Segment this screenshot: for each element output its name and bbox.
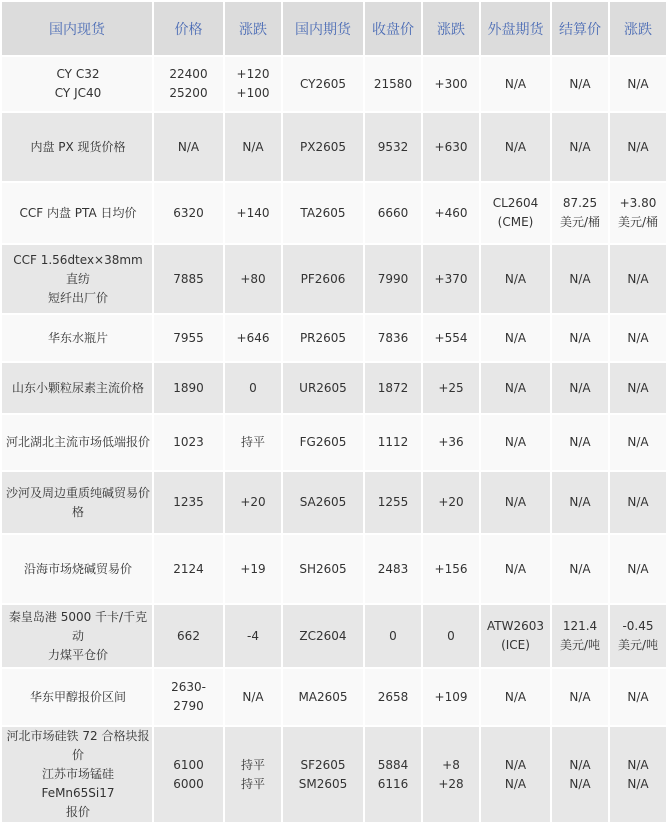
cell-external-contract-line: ATW2603 <box>486 619 544 633</box>
cell-external-contract-line: N/A <box>504 561 527 576</box>
header-external-change: 涨跌 <box>610 2 666 55</box>
cell-external-contract <box>481 472 550 533</box>
cell-spot-line: 秦皇岛港 5000 千卡/千克动 <box>8 609 148 643</box>
cell-contract <box>283 415 363 470</box>
cell-price-line: 6320 <box>173 205 204 220</box>
cell-spot-change-line: 持平 <box>240 435 265 449</box>
cell-settle-line: N/A <box>569 435 591 449</box>
cell-close-line: 1255 <box>377 495 409 509</box>
cell-close <box>365 183 421 243</box>
cell-spot-line: CCF 内盘 PTA 日均价 <box>19 205 137 220</box>
cell-external-change-line: N/A <box>627 495 649 509</box>
cell-external-change <box>610 57 666 111</box>
cell-close-line: 21580 <box>373 76 413 91</box>
cell-price-line: 2124 <box>173 561 204 576</box>
cell-close <box>365 669 421 725</box>
cell-external-contract-line: N/A <box>504 76 527 91</box>
cell-external-change <box>610 315 666 361</box>
cell-spot <box>2 363 152 413</box>
cell-spot-change <box>225 727 281 822</box>
cell-settle-line: N/A <box>569 271 591 286</box>
cell-price <box>154 113 223 181</box>
cell-close-line: 2658 <box>377 689 409 704</box>
table-row <box>2 535 666 603</box>
cell-external-change <box>610 245 666 313</box>
cell-contract-line: FG2605 <box>299 435 347 449</box>
cell-external-change-line: N/A <box>627 330 649 345</box>
cell-contract <box>283 363 363 413</box>
cell-external-change <box>610 472 666 533</box>
cell-spot-line: 沿海市场烧碱贸易价 <box>23 561 132 576</box>
cell-spot-change <box>225 605 281 667</box>
cell-external-change <box>610 183 666 243</box>
cell-spot-change-line: +20 <box>240 495 266 509</box>
cell-futures-change <box>423 669 479 725</box>
cell-close <box>365 415 421 470</box>
cell-external-change <box>610 727 666 822</box>
cell-external-contract-line: N/A <box>504 271 527 286</box>
cell-futures-change <box>423 245 479 313</box>
cell-contract <box>283 472 363 533</box>
cell-futures-change <box>423 472 479 533</box>
cell-external-contract-line: N/A <box>504 435 527 449</box>
cell-price-line: 22400 <box>169 67 208 81</box>
cell-spot-change-line: -4 <box>247 628 259 643</box>
cell-settle <box>552 113 608 181</box>
cell-price-line: N/A <box>177 139 200 154</box>
header-external-futures: 外盘期货 <box>481 2 550 55</box>
cell-close-line: 6660 <box>377 205 409 220</box>
cell-spot-change <box>225 245 281 313</box>
cell-spot-line: 河北市场硅铁 72 合格块报价 <box>6 729 150 762</box>
cell-spot <box>2 727 152 822</box>
cell-external-contract <box>481 57 550 111</box>
cell-settle <box>552 315 608 361</box>
cell-futures-change <box>423 535 479 603</box>
cell-settle-line: N/A <box>569 689 591 704</box>
cell-contract <box>283 727 363 822</box>
table-row <box>2 363 666 413</box>
cell-external-change-line: N/A <box>627 76 649 91</box>
cell-external-contract <box>481 363 550 413</box>
cell-futures-change <box>423 415 479 470</box>
cell-external-change-line: N/A <box>627 757 649 772</box>
cell-contract <box>283 113 363 181</box>
cell-futures-change-line: +370 <box>434 271 468 286</box>
cell-external-change-line: N/A <box>627 561 649 576</box>
cell-external-contract-line: N/A <box>504 380 527 395</box>
cell-futures-change <box>423 113 479 181</box>
cell-price-line: 25200 <box>169 86 208 100</box>
cell-futures-change-line: +28 <box>438 776 464 791</box>
cell-settle-line: N/A <box>569 139 591 154</box>
cell-settle <box>552 605 608 667</box>
cell-close-line: 2483 <box>377 561 409 576</box>
cell-spot <box>2 315 152 361</box>
cell-external-change-line: N/A <box>627 139 649 154</box>
cell-external-contract-line: N/A <box>504 776 527 791</box>
cell-spot-line: 河北湖北主流市场低端报价 <box>6 435 151 449</box>
header-price: 价格 <box>154 2 223 55</box>
cell-spot-line: 内盘 PX 现货价格 <box>30 139 126 154</box>
cell-settle <box>552 57 608 111</box>
cell-settle-line: N/A <box>569 330 591 345</box>
cell-spot-change-line: +80 <box>240 271 266 286</box>
cell-external-change <box>610 415 666 470</box>
cell-price-line: 7955 <box>173 330 204 345</box>
cell-external-change-line: N/A <box>627 689 649 704</box>
cell-settle-line: N/A <box>569 757 591 772</box>
cell-price <box>154 727 223 822</box>
cell-price-line: 6000 <box>173 776 204 791</box>
cell-futures-change <box>423 605 479 667</box>
table-row <box>2 415 666 470</box>
cell-contract <box>283 605 363 667</box>
cell-close-line: 1112 <box>377 435 409 449</box>
cell-contract-line: TA2605 <box>300 205 346 220</box>
cell-external-change-line: N/A <box>627 380 649 395</box>
cell-external-contract <box>481 183 550 243</box>
cell-external-contract-line: N/A <box>504 139 527 154</box>
cell-price <box>154 472 223 533</box>
cell-settle <box>552 535 608 603</box>
cell-settle <box>552 669 608 725</box>
cell-external-contract-line: N/A <box>504 689 527 704</box>
header-spot-change: 涨跌 <box>225 2 281 55</box>
table-row <box>2 183 666 243</box>
cell-spot-line: 力煤平仓价 <box>47 647 108 662</box>
cell-external-contract <box>481 727 550 822</box>
cell-spot <box>2 472 152 533</box>
cell-spot-change-line: 持平 <box>240 757 265 772</box>
cell-external-change-line: -0.45 <box>622 619 654 633</box>
cell-spot-change <box>225 315 281 361</box>
cell-contract-line: UR2605 <box>299 380 347 395</box>
cell-close-line: 7990 <box>377 271 409 286</box>
cell-spot <box>2 113 152 181</box>
cell-spot-line: CY JC40 <box>54 86 102 100</box>
cell-spot <box>2 669 152 725</box>
cell-contract <box>283 245 363 313</box>
cell-contract-line: CY2605 <box>299 76 347 91</box>
cell-futures-change-line: +8 <box>442 757 460 772</box>
cell-spot <box>2 183 152 243</box>
cell-futures-change-line: +460 <box>434 205 468 220</box>
cell-close <box>365 605 421 667</box>
cell-spot-line: 山东小颗粒尿素主流价格 <box>11 380 144 395</box>
cell-settle <box>552 363 608 413</box>
cell-close-line: 1872 <box>377 380 409 395</box>
cell-external-change <box>610 669 666 725</box>
cell-price <box>154 605 223 667</box>
cell-spot-line: CY C32 <box>56 67 100 81</box>
cell-external-contract <box>481 605 550 667</box>
cell-external-change-line: +3.80 <box>619 196 657 210</box>
cell-spot-line: 沙河及周边重质纯碱贸易价格 <box>6 485 151 519</box>
table-row <box>2 605 666 667</box>
cell-close <box>365 113 421 181</box>
table-row <box>2 57 666 111</box>
table-row <box>2 315 666 361</box>
cell-spot <box>2 605 152 667</box>
cell-external-contract <box>481 415 550 470</box>
table-row <box>2 113 666 181</box>
cell-futures-change-line: +630 <box>434 139 468 154</box>
cell-price <box>154 535 223 603</box>
cell-price-line: 2630-2790 <box>171 680 206 713</box>
cell-external-contract <box>481 245 550 313</box>
cell-price <box>154 245 223 313</box>
cell-external-contract <box>481 113 550 181</box>
cell-price <box>154 315 223 361</box>
cell-external-change <box>610 605 666 667</box>
cell-futures-change-line: +300 <box>434 76 468 91</box>
cell-contract <box>283 315 363 361</box>
cell-spot-change-line: +646 <box>236 330 270 345</box>
cell-external-change-line: 美元/吨 <box>617 638 659 652</box>
cell-futures-change <box>423 57 479 111</box>
cell-spot <box>2 535 152 603</box>
cell-external-contract <box>481 669 550 725</box>
cell-settle <box>552 183 608 243</box>
cell-price-line: 7885 <box>173 271 204 286</box>
cell-close <box>365 727 421 822</box>
cell-external-contract-line: CL2604 <box>492 196 539 210</box>
cell-spot-change-line: +120 <box>236 67 270 81</box>
cell-settle <box>552 415 608 470</box>
cell-external-change <box>610 535 666 603</box>
cell-settle <box>552 472 608 533</box>
cell-close <box>365 245 421 313</box>
cell-spot-change-line: N/A <box>242 139 264 154</box>
cell-close-line: 5884 <box>377 757 409 772</box>
cell-settle-line: N/A <box>569 380 591 395</box>
cell-close <box>365 363 421 413</box>
cell-futures-change-line: +25 <box>438 380 464 395</box>
cell-price-line: 1890 <box>173 380 204 395</box>
cell-external-contract <box>481 535 550 603</box>
cell-close-line: 0 <box>389 628 397 643</box>
cell-spot-change-line: +140 <box>236 205 270 220</box>
table-row <box>2 245 666 313</box>
table-row <box>2 727 666 822</box>
cell-spot-line: 报价 <box>65 805 90 819</box>
cell-spot-change <box>225 183 281 243</box>
cell-contract-line: PR2605 <box>299 330 347 345</box>
cell-spot-line: 华东水瓶片 <box>47 330 108 345</box>
cell-external-change <box>610 113 666 181</box>
cell-price <box>154 183 223 243</box>
header-futures-change: 涨跌 <box>423 2 479 55</box>
cell-settle <box>552 727 608 822</box>
cell-futures-change-line: 0 <box>447 628 455 643</box>
table-body <box>2 57 666 822</box>
header-row <box>2 2 666 55</box>
cell-spot-change <box>225 113 281 181</box>
cell-settle-line: 121.4 <box>562 619 598 633</box>
cell-futures-change-line: +156 <box>434 561 468 576</box>
cell-futures-change-line: +109 <box>434 689 468 704</box>
cell-contract-line: MA2605 <box>298 689 348 704</box>
cell-spot-change <box>225 472 281 533</box>
cell-futures-change-line: +554 <box>434 330 468 345</box>
cell-external-change-line: N/A <box>627 435 649 449</box>
cell-spot-change <box>225 669 281 725</box>
cell-spot-line: CCF 1.56dtex×38mm 直纺 <box>13 252 143 286</box>
cell-contract <box>283 183 363 243</box>
cell-settle-line: 美元/桶 <box>559 215 601 229</box>
cell-spot-line: 短纤出厂价 <box>47 290 108 305</box>
cell-futures-change-line: +36 <box>438 435 464 449</box>
cell-contract-line: SM2605 <box>298 776 348 791</box>
cell-futures-change <box>423 183 479 243</box>
cell-close <box>365 57 421 111</box>
cell-spot-change <box>225 57 281 111</box>
cell-contract <box>283 57 363 111</box>
cell-spot-change <box>225 535 281 603</box>
cell-close-line: 6116 <box>377 776 409 791</box>
cell-external-contract-line: N/A <box>504 330 527 345</box>
cell-spot <box>2 57 152 111</box>
cell-settle-line: 美元/吨 <box>559 638 601 652</box>
cell-contract <box>283 535 363 603</box>
cell-contract-line: SH2605 <box>299 561 347 576</box>
header-settle: 结算价 <box>552 2 608 55</box>
cell-external-contract-line: (ICE) <box>501 638 530 652</box>
cell-settle-line: N/A <box>569 76 591 91</box>
cell-spot-change-line: 0 <box>249 380 257 395</box>
cell-futures-change <box>423 363 479 413</box>
cell-close <box>365 535 421 603</box>
cell-close-line: 7836 <box>377 330 409 345</box>
cell-spot-line: 华东甲醇报价区间 <box>29 689 126 704</box>
cell-spot <box>2 415 152 470</box>
cell-price-line: 662 <box>177 628 200 643</box>
cell-external-contract <box>481 315 550 361</box>
cell-price <box>154 363 223 413</box>
cell-contract-line: ZC2604 <box>299 628 347 643</box>
cell-contract-line: PX2605 <box>300 139 346 154</box>
cell-contract-line: PF2606 <box>300 271 346 286</box>
cell-spot-change <box>225 363 281 413</box>
cell-close-line: 9532 <box>377 139 409 154</box>
cell-contract-line: SF2605 <box>300 757 346 772</box>
cell-close <box>365 472 421 533</box>
table-row <box>2 669 666 725</box>
cell-spot-change-line: +100 <box>236 86 270 100</box>
cell-close <box>365 315 421 361</box>
cell-settle-line: N/A <box>569 495 591 509</box>
cell-settle-line: 87.25 <box>562 196 598 210</box>
header-domestic-futures: 国内期货 <box>283 2 363 55</box>
cell-external-contract-line: N/A <box>504 495 527 509</box>
cell-spot <box>2 245 152 313</box>
cell-futures-change <box>423 315 479 361</box>
cell-external-contract-line: (CME) <box>497 215 534 229</box>
cell-price <box>154 669 223 725</box>
cell-price-line: 6100 <box>173 757 204 772</box>
cell-price <box>154 415 223 470</box>
cell-settle <box>552 245 608 313</box>
cell-external-change <box>610 363 666 413</box>
cell-spot-change <box>225 415 281 470</box>
cell-external-change-line: N/A <box>627 776 649 791</box>
cell-spot-change-line: +19 <box>240 561 266 576</box>
header-close: 收盘价 <box>365 2 421 55</box>
cell-contract-line: SA2605 <box>299 495 347 509</box>
cell-external-change-line: 美元/桶 <box>617 215 659 229</box>
cell-price <box>154 57 223 111</box>
table-row <box>2 472 666 533</box>
cell-spot-change-line: 持平 <box>240 776 265 791</box>
cell-spot-change-line: N/A <box>242 689 264 704</box>
cell-contract <box>283 669 363 725</box>
cell-external-contract-line: N/A <box>504 757 527 772</box>
cell-futures-change-line: +20 <box>438 495 464 509</box>
cell-external-change-line: N/A <box>627 271 649 286</box>
header-domestic-spot: 国内现货 <box>2 2 152 55</box>
cell-futures-change <box>423 727 479 822</box>
cell-settle-line: N/A <box>569 776 591 791</box>
cell-price-line: 1235 <box>173 495 204 509</box>
cell-spot-line: 江苏市场锰硅 FeMn65Si17 <box>41 767 115 800</box>
cell-settle-line: N/A <box>569 561 591 576</box>
cell-price-line: 1023 <box>173 435 204 449</box>
